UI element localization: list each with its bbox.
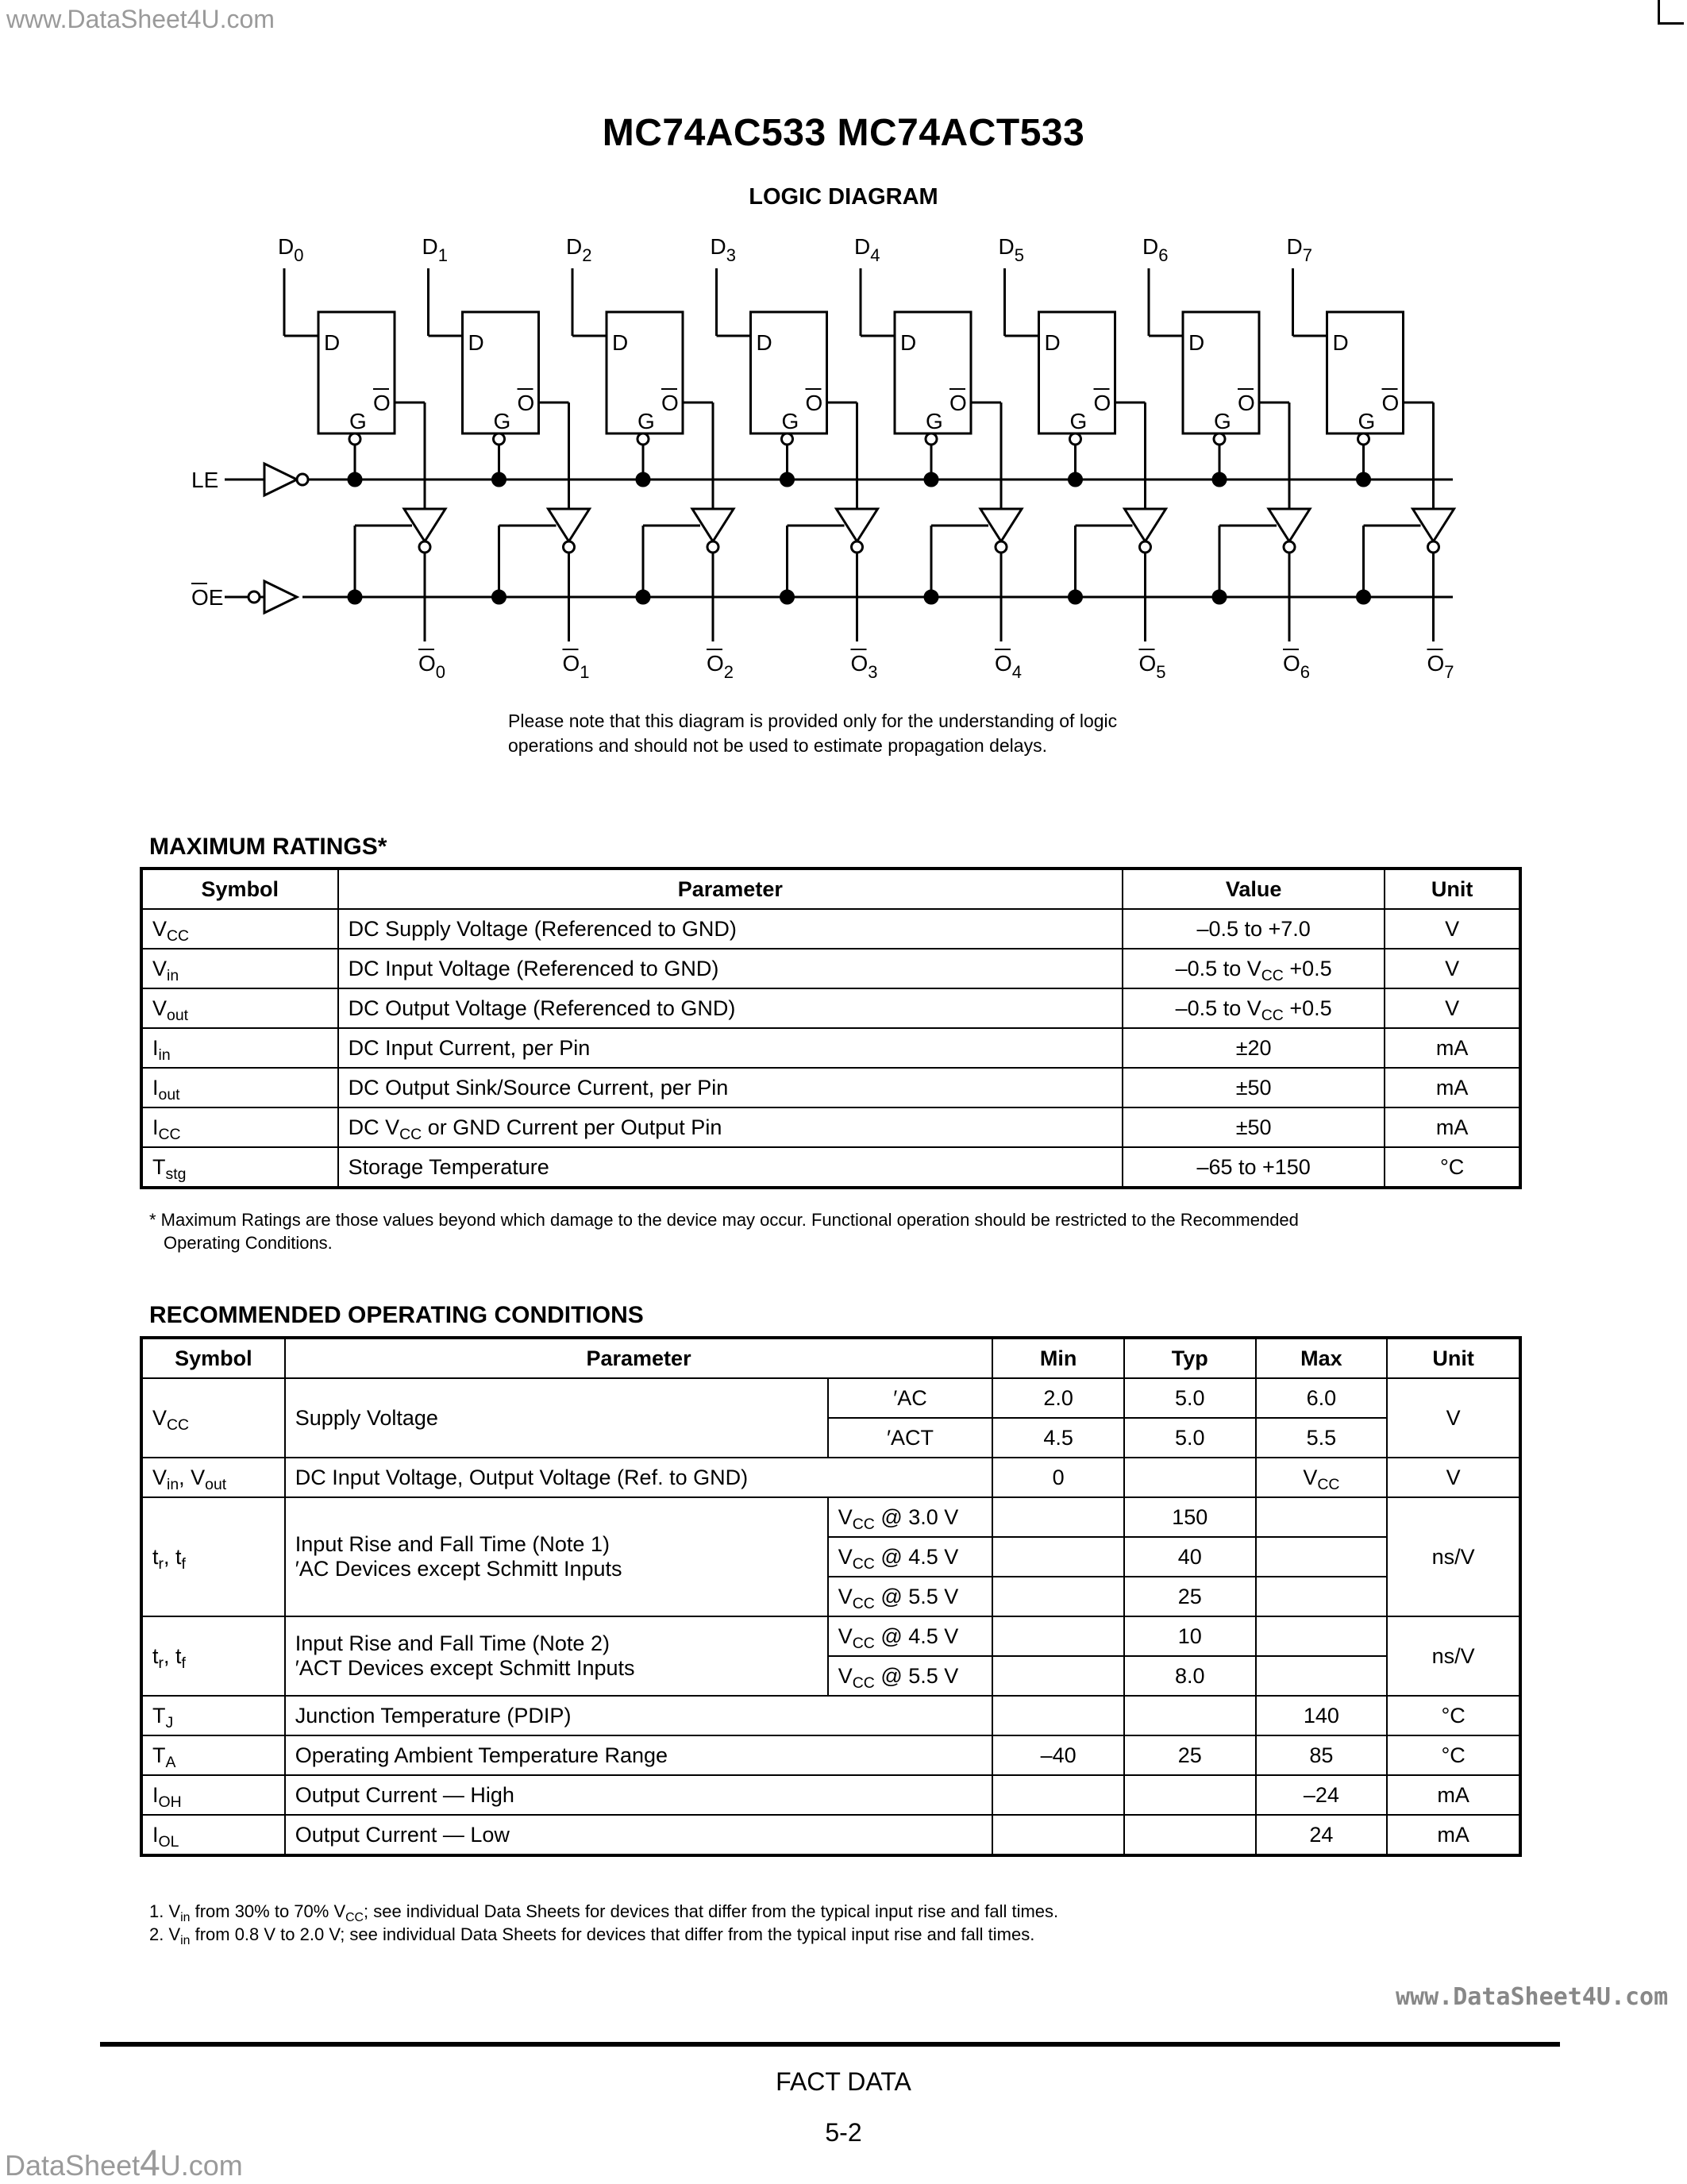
table-row [141,1696,1520,1735]
typ-cell [1124,1815,1256,1855]
symbol-cell: $V_{CC}$ [141,909,338,949]
output-label: $O_0$ [418,651,446,682]
latch-g-label: G [637,409,655,433]
oe-label: OE [191,585,224,610]
min-cell [992,1537,1124,1577]
oe-junction [1069,591,1082,603]
diagram-title: LOGIC DIAGRAM [749,184,938,210]
table-row [141,1815,1520,1855]
output-bubble [1284,541,1295,553]
parameter-cell [285,1497,828,1616]
typ-cell: 5.0 [1124,1418,1256,1458]
unit-cell: ns/V [1387,1497,1520,1616]
latch-g-bubble [494,433,505,445]
unit-cell: V [1387,1458,1520,1497]
le-junction [1358,473,1370,486]
latch-d-label: D [1044,330,1061,355]
max-cell: $V_{CC}$ [1256,1458,1388,1497]
col-header: Parameter [338,869,1123,909]
data-input-label: $D_2$ [566,234,592,265]
param-line: ′AC Devices except Schmitt Inputs [295,1557,622,1581]
symbol-cell: $I_{CC}$ [141,1107,338,1147]
latch-d-label: D [1332,330,1349,355]
latch-o-label: O [1381,391,1400,415]
note-line: 1. $V_{in}$ from 30% to 70% $V_{CC}$; see individual Data Sheets for devices that differ from the typical input rise and fall times. [149,1901,1059,1924]
condition-cell: $V_{CC}$ @ 3.0 V [828,1497,993,1537]
parameter-cell: Output Current — High [285,1775,993,1815]
oe-inverter-bubble [248,591,260,603]
output-bubble [564,541,575,553]
data-input-label: $D_1$ [422,234,448,265]
symbol-cell: $V_{in}$, $V_{out}$ [141,1458,285,1497]
col-header: Value [1123,869,1385,909]
table-row [141,949,1520,988]
min-cell: –40 [992,1735,1124,1775]
diagram-note [508,709,1117,758]
latch-o-label: O [1238,391,1255,415]
footnote-line: * Maximum Ratings are those values beyond which damage to the device may occur. Functional operation should be restricted to the Recommended [149,1210,1299,1230]
footer-text: FACT DATA [776,2067,911,2096]
max-cell: 6.0 [1256,1378,1388,1418]
typ-cell: 150 [1124,1497,1256,1537]
parameter-cell: DC $V_{CC}$ or GND Current per Output Pin [338,1107,1123,1147]
output-label: $O_4$ [995,651,1023,682]
max-cell: 5.5 [1256,1418,1388,1458]
value-cell: ±50 [1123,1068,1385,1107]
unit-cell: mA [1387,1815,1520,1855]
col-header: Min [992,1338,1124,1378]
value-cell: –0.5 to +7.0 [1123,909,1385,949]
rec-op-table [140,1336,1522,1857]
output-label: $O_5$ [1138,651,1166,682]
min-cell [992,1497,1124,1537]
latch-g-bubble [1070,433,1081,445]
latch-g-bubble [782,433,793,445]
diagram-note-line: operations and should not be used to estimate propagation delays. [508,735,1047,756]
min-cell [992,1775,1124,1815]
symbol-cell: $V_{CC}$ [141,1378,285,1458]
min-cell [992,1616,1124,1656]
latch-d-label: D [324,330,341,355]
oe-junction [493,591,506,603]
max-cell [1256,1497,1388,1537]
min-cell [992,1577,1124,1616]
typ-cell: 10 [1124,1616,1256,1656]
unit-cell: mA [1385,1028,1520,1068]
latch-g-bubble [926,433,937,445]
condition-cell: ′ACT [828,1418,993,1458]
output-bubble [1140,541,1151,553]
latch-g-label: G [1214,409,1231,433]
condition-cell: $V_{CC}$ @ 5.5 V [828,1577,993,1616]
typ-cell: 5.0 [1124,1378,1256,1418]
parameter-cell: DC Supply Voltage (Referenced to GND) [338,909,1123,949]
output-bubble [852,541,863,553]
oe-junction [781,591,794,603]
unit-cell: V [1385,988,1520,1028]
data-input-label: $D_7$ [1286,234,1312,265]
col-header: Max [1256,1338,1388,1378]
symbol-cell: $I_{out}$ [141,1068,338,1107]
oe-buffer [264,581,297,613]
max-cell [1256,1577,1388,1616]
max-cell [1256,1537,1388,1577]
latch-d-label: D [468,330,484,355]
max-cell [1256,1616,1388,1656]
oe-junction [637,591,649,603]
watermark-top[interactable]: www.DataSheet4U.com [6,5,275,33]
latch-o-label: O [517,391,535,415]
parameter-cell: DC Input Current, per Pin [338,1028,1123,1068]
min-cell [992,1656,1124,1696]
latch-g-label: G [1069,409,1088,433]
data-input-label: $D_5$ [998,234,1024,265]
condition-cell: $V_{CC}$ @ 4.5 V [828,1537,993,1577]
table-row [141,1147,1520,1188]
latch-g-bubble [1214,433,1225,445]
table-row [141,1028,1520,1068]
condition-cell: ′AC [828,1378,993,1418]
unit-cell: °C [1387,1696,1520,1735]
latch-o-label: O [373,391,391,415]
le-junction [1213,473,1226,486]
le-junction [781,473,794,486]
note-line: 2. $V_{in}$ from 0.8 V to 2.0 V; see individual Data Sheets for devices that differ from the typical input rise and fall times. [149,1924,1035,1947]
col-header: Symbol [141,869,338,909]
col-header: Unit [1385,869,1520,909]
symbol-cell: $t_r$, $t_f$ [141,1497,285,1616]
latch-o-label: O [661,391,679,415]
condition-cell: $V_{CC}$ @ 5.5 V [828,1656,993,1696]
value-cell: ±20 [1123,1028,1385,1068]
le-junction [493,473,506,486]
max-cell: 85 [1256,1735,1388,1775]
output-bubble [996,541,1007,553]
table-row [141,1616,1520,1656]
oe-junction [349,591,361,603]
le-junction [349,473,361,486]
min-cell: 2.0 [992,1378,1124,1418]
parameter-cell: DC Output Sink/Source Current, per Pin [338,1068,1123,1107]
le-junction [637,473,649,486]
latch-d-label: D [612,330,629,355]
data-input-label: $D_3$ [710,234,736,265]
footer-rule [100,2042,1560,2047]
table-row [141,1775,1520,1815]
le-junction [1069,473,1082,486]
output-bubble [707,541,718,553]
value-cell: –65 to +150 [1123,1147,1385,1188]
output-label: $O_6$ [1283,651,1311,682]
watermark-right[interactable]: www.DataSheet4U.com [1396,1983,1669,2011]
latch-g-bubble [637,433,649,445]
diagram-note-line: Please note that this diagram is provided only for the understanding of logic [508,711,1118,731]
min-cell: 4.5 [992,1418,1124,1458]
param-line: ′ACT Devices except Schmitt Inputs [295,1656,635,1680]
table-row [141,1378,1520,1418]
symbol-cell: $V_{out}$ [141,988,338,1028]
condition-cell: $V_{CC}$ @ 4.5 V [828,1616,993,1656]
max-cell: –24 [1256,1775,1388,1815]
symbol-cell: $I_{OH}$ [141,1775,285,1815]
latch-d-label: D [900,330,917,355]
le-label: LE [191,468,219,492]
parameter-cell [285,1616,828,1696]
typ-cell: 40 [1124,1537,1256,1577]
output-label: $O_3$ [850,651,878,682]
unit-cell: V [1387,1378,1520,1458]
typ-cell: 25 [1124,1735,1256,1775]
data-input-label: $D_4$ [854,234,880,265]
oe-junction [1358,591,1370,603]
min-cell [992,1696,1124,1735]
value-cell: –0.5 to $V_{CC} +0.5$ [1123,949,1385,988]
min-cell: 0 [992,1458,1124,1497]
parameter-cell: Junction Temperature (PDIP) [285,1696,993,1735]
le-buffer [264,464,297,495]
logic-diagram [0,0,1687,715]
parameter-cell: DC Output Voltage (Referenced to GND) [338,988,1123,1028]
symbol-cell: $V_{in}$ [141,949,338,988]
le-inverter-bubble [297,474,308,485]
parameter-cell: DC Input Voltage (Referenced to GND) [338,949,1123,988]
value-cell: ±50 [1123,1107,1385,1147]
symbol-cell: $T_{stg}$ [141,1147,338,1188]
unit-cell: V [1385,909,1520,949]
col-header: Typ [1124,1338,1256,1378]
typ-cell: 8.0 [1124,1656,1256,1696]
latch-d-label: D [1188,330,1205,355]
table-header-row [141,1338,1520,1378]
latch-g-label: G [926,409,943,433]
output-label: $O_7$ [1427,651,1454,682]
latch-g-label: G [493,409,511,433]
symbol-cell: $T_J$ [141,1696,285,1735]
latch-o-label: O [949,391,967,415]
unit-cell: °C [1387,1735,1520,1775]
typ-cell: 25 [1124,1577,1256,1616]
unit-cell: mA [1387,1775,1520,1815]
unit-cell: °C [1385,1147,1520,1188]
oe-junction [1213,591,1226,603]
page-number: 5-2 [825,2118,862,2147]
output-bubble [1428,541,1439,553]
data-input-label: $D_6$ [1142,234,1169,265]
latch-o-label: O [1093,391,1111,415]
output-label: $O_2$ [707,651,734,682]
table-header-row [141,869,1520,909]
unit-cell: V [1385,949,1520,988]
table-row [141,1458,1520,1497]
typ-cell [1124,1775,1256,1815]
unit-cell: mA [1385,1068,1520,1107]
max-ratings-footnote [149,1208,1299,1254]
latch-g-bubble [349,433,360,445]
typ-cell [1124,1696,1256,1735]
table-row [141,909,1520,949]
table-row [141,988,1520,1028]
max-ratings-title: MAXIMUM RATINGS* [149,834,387,860]
oe-junction [925,591,938,603]
latch-o-label: O [805,391,823,415]
page-title: MC74AC533 MC74ACT533 [602,112,1085,154]
table-row [141,1068,1520,1107]
param-line: Input Rise and Fall Time (Note 1) [295,1532,610,1556]
max-cell: 24 [1256,1815,1388,1855]
param-line: Input Rise and Fall Time (Note 2) [295,1631,610,1655]
table-row [141,1497,1520,1537]
parameter-cell: Supply Voltage [285,1378,828,1458]
unit-cell: ns/V [1387,1616,1520,1696]
max-cell: 140 [1256,1696,1388,1735]
max-ratings-table [140,867,1522,1189]
parameter-cell: Output Current — Low [285,1815,993,1855]
min-cell [992,1815,1124,1855]
latch-g-label: G [781,409,799,433]
table-row [141,1107,1520,1147]
table-row [141,1735,1520,1775]
latch-g-label: G [349,409,367,433]
latch-g-label: G [1358,409,1376,433]
latch-d-label: D [756,330,772,355]
col-header: Unit [1387,1338,1520,1378]
footnote-line: Operating Conditions. [164,1233,333,1253]
unit-cell: mA [1385,1107,1520,1147]
latch-g-bubble [1358,433,1369,445]
value-cell: –0.5 to $V_{CC} +0.5$ [1123,988,1385,1028]
symbol-cell: $I_{in}$ [141,1028,338,1068]
symbol-cell: $I_{OL}$ [141,1815,285,1855]
symbol-cell: $T_A$ [141,1735,285,1775]
rec-op-notes [149,1900,1058,1946]
data-input-label: $D_0$ [278,234,304,265]
col-header: Symbol [141,1338,285,1378]
watermark-bottom[interactable]: DataSheet4U.com [5,2142,243,2183]
parameter-cell: Operating Ambient Temperature Range [285,1735,993,1775]
col-header: Parameter [285,1338,993,1378]
max-cell [1256,1656,1388,1696]
le-junction [925,473,938,486]
output-bubble [419,541,430,553]
parameter-cell: Storage Temperature [338,1147,1123,1188]
output-label: $O_1$ [562,651,590,682]
parameter-cell: DC Input Voltage, Output Voltage (Ref. to GND) [285,1458,993,1497]
symbol-cell: $t_r$, $t_f$ [141,1616,285,1696]
rec-op-title: RECOMMENDED OPERATING CONDITIONS [149,1302,644,1328]
typ-cell [1124,1458,1256,1497]
